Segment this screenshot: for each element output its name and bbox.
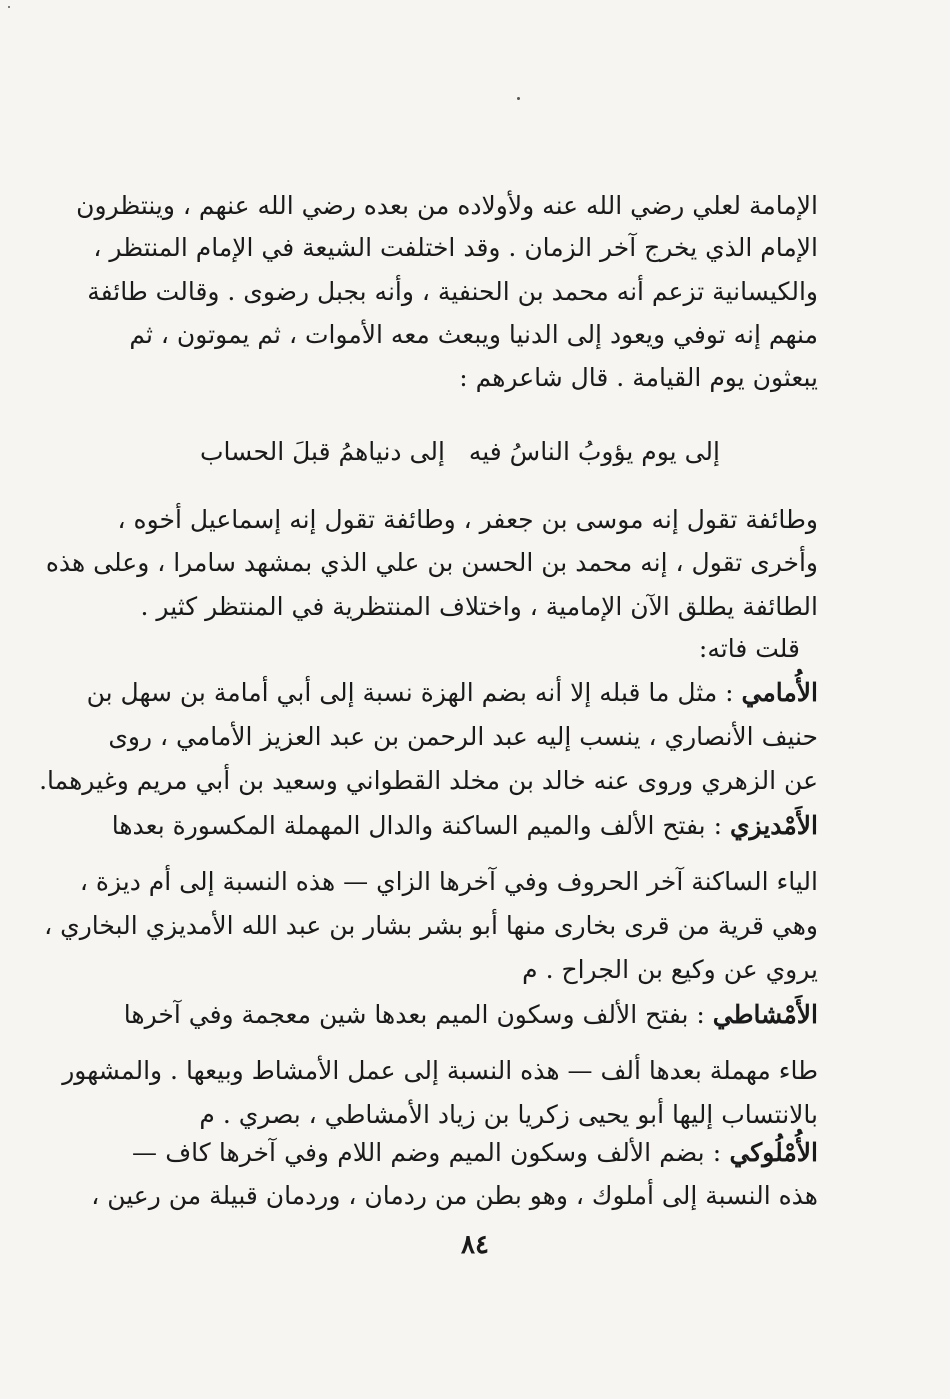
text-line: منهم إنه توفي ويعود إلى الدنيا ويبعث معه الأموات ، ثم يموتون ، ثم [129,320,818,349]
entry-first-line [132,1133,818,1173]
text-line: وطائفة تقول إنه موسى بن جعفر ، وطائفة تقول إنه إسماعيل أخوه ، [117,505,818,534]
poem-verse [200,432,720,472]
text-line: وهي قرية من قرى بخارى منها أبو بشر بشار بن عبد الله الأمديزي البخاري ، [44,911,818,940]
entry-heading: الأَمْديزي [729,811,818,840]
text-line: الياء الساكنة آخر الحروف وفي آخرها الزاي — هذه النسبة إلى أم ديزة ، [79,867,818,896]
text-line: يروي عن وكيع بن الجراح . م [522,955,818,984]
page-number: ٨٤ [461,1230,489,1260]
ink-speck [8,6,10,8]
text-line: الطائفة يطلق الآن الإمامية ، واختلاف المنتظرية في المنتظر كثير . [140,592,818,621]
entry-first-line [86,673,818,713]
entry-text: : بفتح الألف والميم الساكنة والدال المهملة المكسورة بعدها [111,811,722,840]
ink-speck [517,97,520,100]
text-line: الإمام الذي يخرج آخر الزمان . وقد اختلفت الشيعة في الإمام المنتظر ، [93,233,818,262]
entry-heading: الأَمْشاطي [712,1000,818,1029]
entry-text: : بضم الألف وسكون الميم وضم اللام وفي آخرها كاف — [132,1138,722,1167]
entry-heading: الأُمامي [741,678,818,707]
text-line: عن الزهري وروى عنه خالد بن مخلد القطواني وسعيد بن أبي مريم وغيرهما. [39,766,818,795]
entry-heading: الأُمْلُوكي [729,1138,818,1167]
entry-first-line [123,995,818,1035]
verse-first-hemistich: إلى يوم يؤوبُ الناسُ فيه [468,437,720,466]
text-line: بالانتساب إليها أبو يحيى زكريا بن زياد الأمشاطي ، بصري . م [199,1100,818,1129]
text-line: يبعثون يوم القيامة . قال شاعرهم : [459,363,818,392]
entry-text: : مثل ما قبله إلا أنه بضم الهزة نسبة إلى أبي أمامة بن سهل بن [86,678,734,707]
text-line: هذه النسبة إلى أملوك ، وهو بطن من ردمان ، وردمان قبيلة من رعين ، [91,1181,818,1210]
verse-second-hemistich: إلى دنياهمُ قبلَ الحساب [200,437,445,466]
text-line: طاء مهملة بعدها ألف — هذه النسبة إلى عمل الأمشاط وبيعها . والمشهور [62,1056,818,1085]
text-line: والكيسانية تزعم أنه محمد بن الحنفية ، وأنه بجبل رضوى . وقالت طائفة [87,277,818,306]
text-line: الإمامة لعلي رضي الله عنه ولأولاده من بعده رضي الله عنهم ، وينتظرون [76,191,818,220]
entry-first-line [111,806,818,846]
entry-text: : بفتح الألف وسكون الميم بعدها شين معجمة وفي آخرها [123,1000,705,1029]
text-line: قلت فاته: [698,634,800,663]
text-line: حنيف الأنصاري ، ينسب إليه عبد الرحمن بن عبد العزيز الأمامي ، روى [108,722,818,751]
text-line: وأخرى تقول ، إنه محمد بن الحسن بن علي الذي بمشهد سامرا ، وعلى هذه [45,548,818,577]
